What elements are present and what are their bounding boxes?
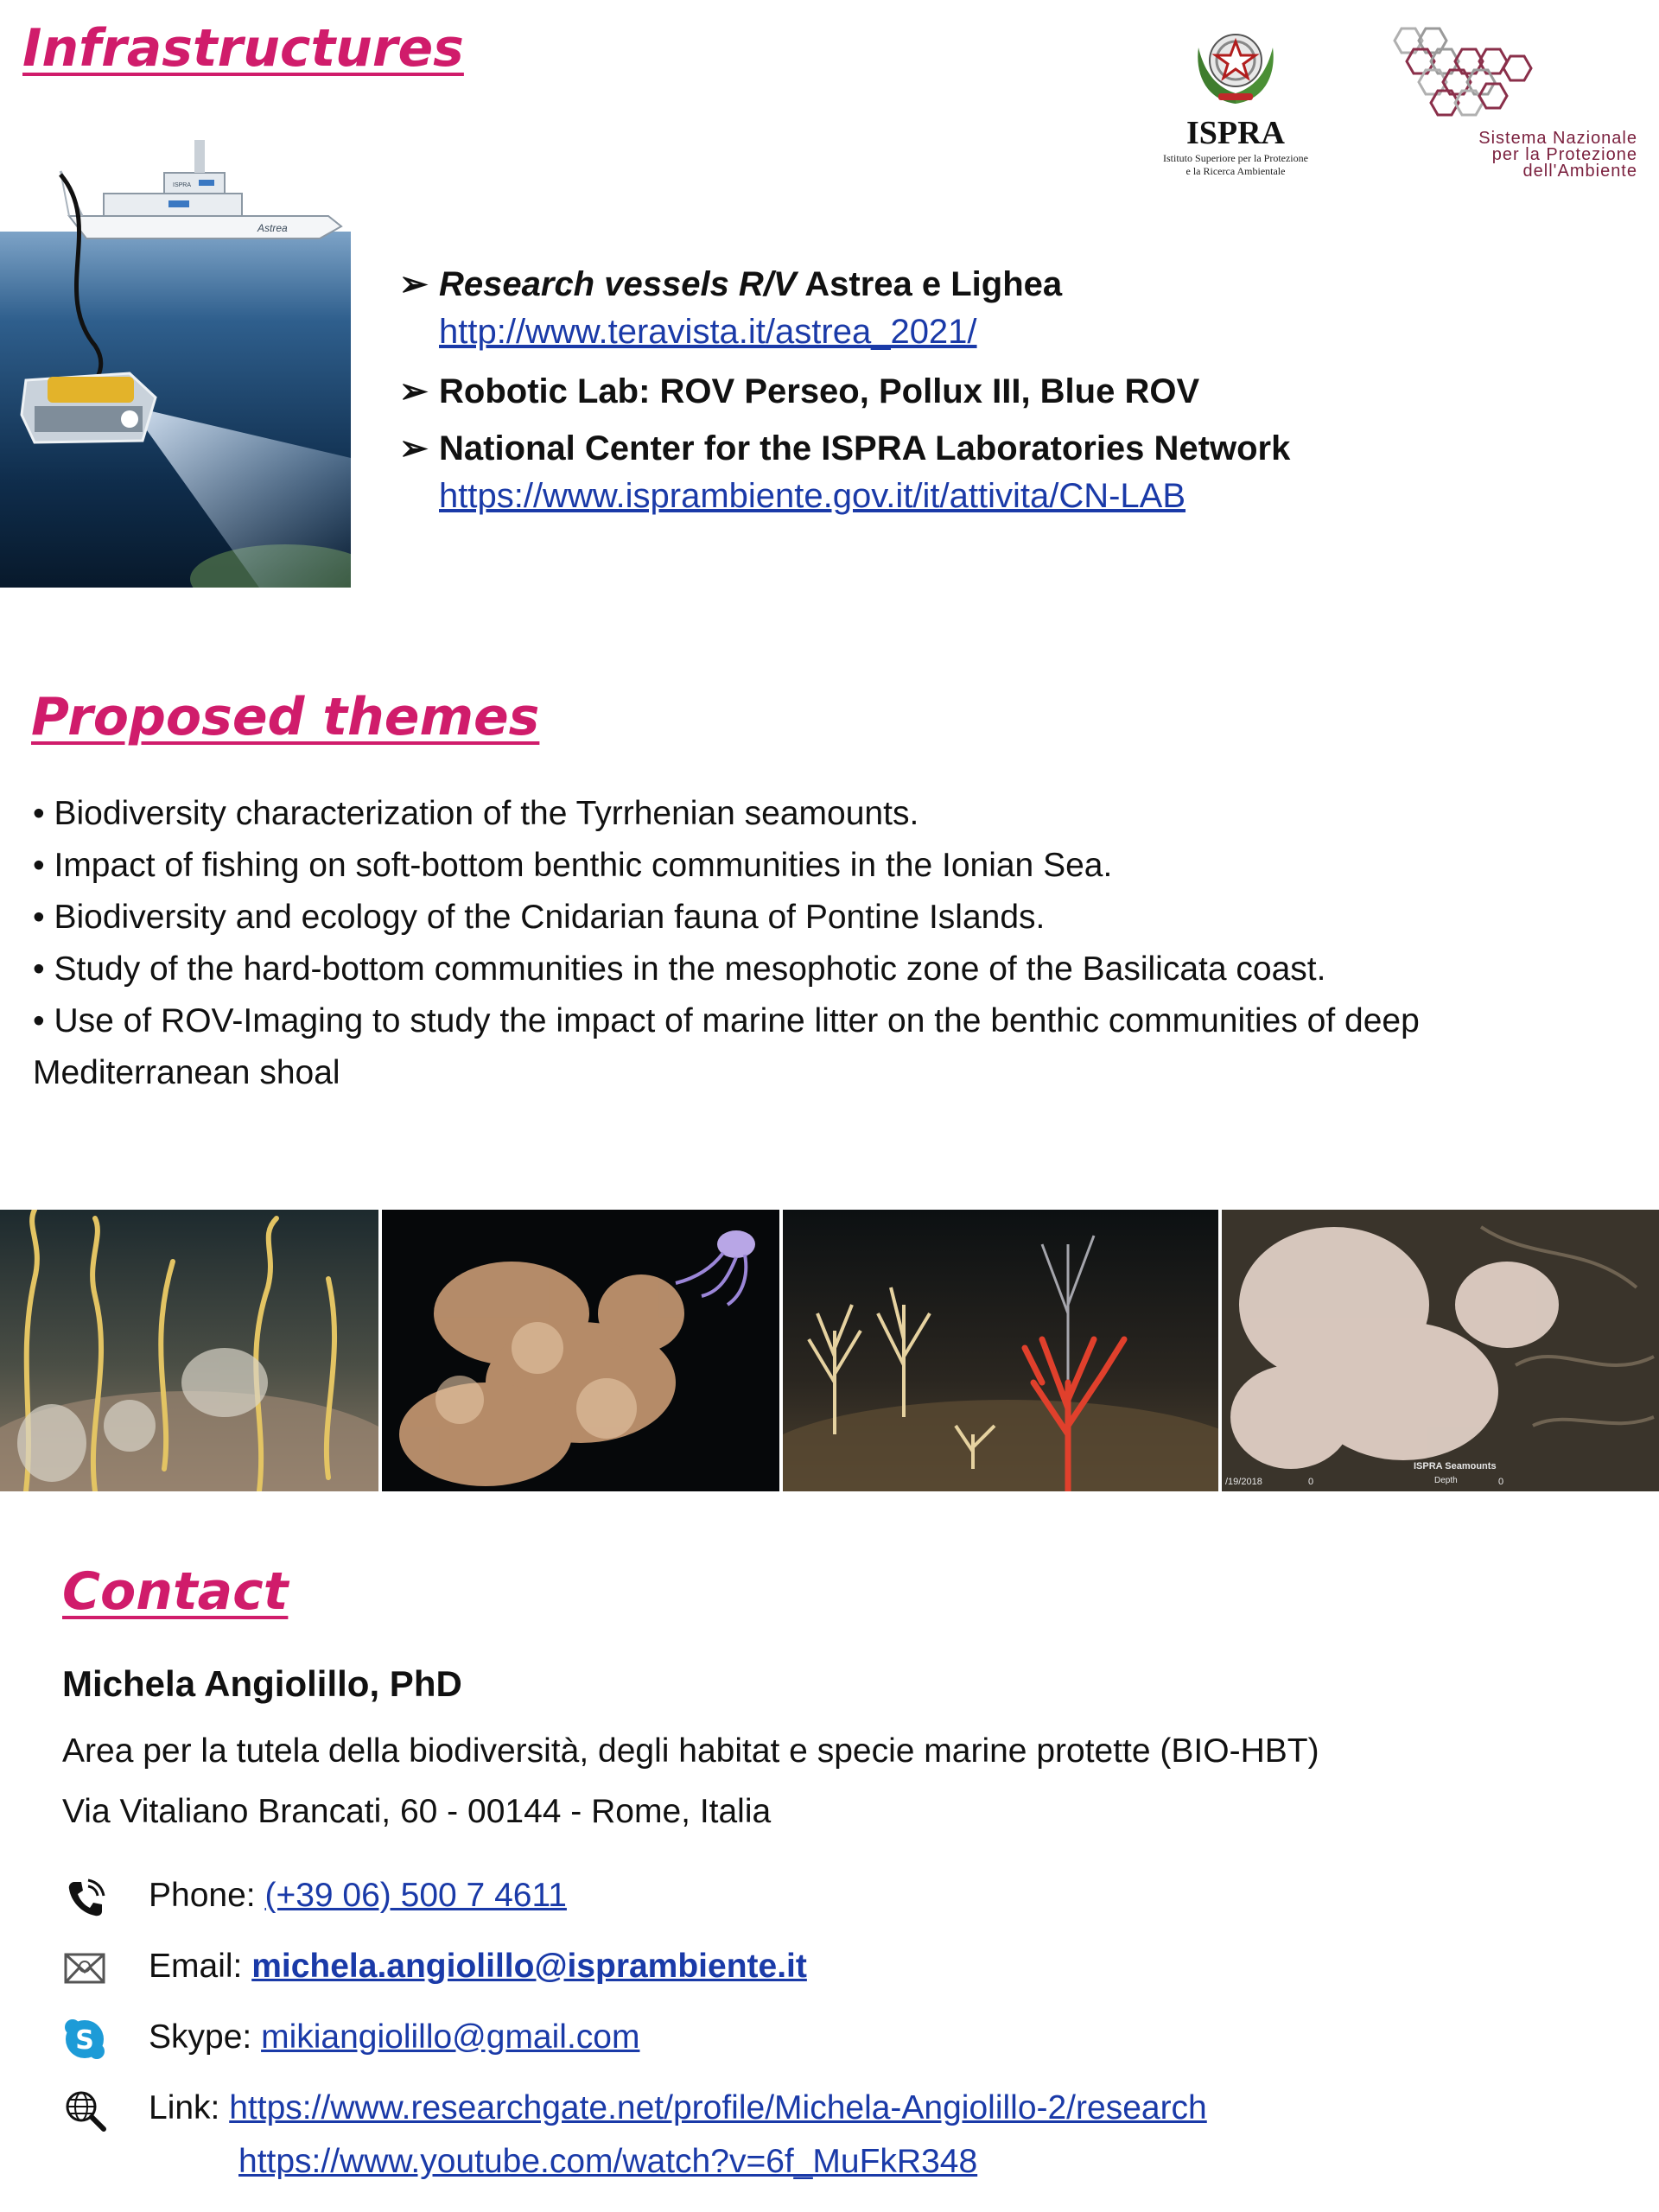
link-label: Link: bbox=[149, 2089, 230, 2126]
phone-link[interactable]: (+39 06) 500 7 4611 bbox=[264, 1877, 567, 1914]
skype-label: Skype: bbox=[149, 2018, 262, 2056]
photo-overlay-depth: Depth bbox=[1434, 1476, 1458, 1485]
researchgate-link[interactable]: https://www.researchgate.net/profile/Michela-Angiolillo-2/research bbox=[229, 2089, 1207, 2126]
ispra-subtitle-line1: Istituto Superiore per la Protezione bbox=[1163, 152, 1308, 164]
arrow-bullet-icon: ➢ bbox=[399, 429, 429, 467]
photo-gorgonians bbox=[783, 1210, 1218, 1491]
snpa-text-line2: per la Protezione bbox=[1491, 145, 1637, 164]
phone-label: Phone: bbox=[149, 1877, 265, 1914]
ship-name: Astrea bbox=[257, 222, 288, 234]
snpa-text-line3: dell'Ambiente bbox=[1522, 162, 1637, 181]
photo-strip bbox=[0, 1210, 1659, 1491]
email-envelope-icon bbox=[62, 1946, 107, 1991]
photo-overlay-zero: 0 bbox=[1308, 1477, 1314, 1487]
snpa-hexagon-icon bbox=[1382, 22, 1555, 130]
infrastructure-list bbox=[399, 256, 1626, 527]
infra-item-robotic-lab bbox=[399, 363, 1626, 420]
ispra-logo bbox=[1141, 17, 1331, 190]
skype-link[interactable]: mikiangiolillo@gmail.com bbox=[261, 2018, 640, 2056]
globe-search-icon bbox=[62, 2088, 107, 2133]
ispra-emblem-icon bbox=[1188, 17, 1283, 112]
youtube-link[interactable]: https://www.youtube.com/watch?v=6f_MuFkR348 bbox=[238, 2143, 978, 2180]
national-center-link[interactable]: https://www.isprambiente.gov.it/it/attivita/CN-LAB bbox=[439, 477, 1186, 515]
arrow-bullet-icon: ➢ bbox=[399, 265, 429, 303]
arrow-bullet-icon: ➢ bbox=[399, 372, 429, 410]
snpa-text-line1: Sistema Nazionale bbox=[1478, 129, 1637, 148]
phone-icon bbox=[62, 1875, 107, 1920]
ship-hull-label: ISPRA bbox=[173, 182, 192, 188]
photo-overlay-label: ISPRA Seamounts bbox=[1414, 1461, 1497, 1471]
contact-address: Via Vitaliano Brancati, 60 - 00144 - Rome, Italia bbox=[62, 1793, 772, 1830]
infra-item-national-center bbox=[399, 420, 1626, 477]
infra-item-national-center-label: National Center for the ISPRA Laboratories Network bbox=[439, 429, 1291, 467]
contact-area: Area per la tutela della biodiversità, degli habitat e specie marine protette (BIO-HBT) bbox=[62, 1732, 1319, 1770]
photo-black-coral bbox=[382, 1210, 779, 1491]
ispra-name: ISPRA bbox=[1185, 115, 1286, 151]
theme-item: • Biodiversity characterization of the Tyrrhenian seamounts. bbox=[33, 795, 919, 832]
theme-item: • Study of the hard-bottom communities in the mesophotic zone of the Basilicata coast. bbox=[33, 950, 1326, 988]
rov-ship-illustration bbox=[0, 121, 351, 588]
contact-name: Michela Angiolillo, PhD bbox=[62, 1663, 462, 1704]
email-label: Email: bbox=[149, 1948, 252, 1985]
infra-item-vessels bbox=[399, 256, 1626, 313]
vessels-link[interactable]: http://www.teravista.it/astrea_2021/ bbox=[439, 313, 977, 351]
snpa-logo bbox=[1374, 22, 1642, 190]
theme-item: • Biodiversity and ecology of the Cnidarian fauna of Pontine Islands. bbox=[33, 899, 1046, 936]
infra-item-vessels-rest: Astrea e Lighea bbox=[796, 265, 1063, 303]
ispra-subtitle-line2: e la Ricerca Ambientale bbox=[1185, 165, 1286, 177]
skype-icon bbox=[62, 2017, 107, 2062]
infra-item-robotic-lab-label: Robotic Lab: ROV Perseo, Pollux III, Blue ROV bbox=[439, 372, 1200, 410]
infra-item-vessels-italic: Research vessels R/V bbox=[439, 265, 797, 303]
photo-sea-whips bbox=[0, 1210, 378, 1491]
photo-overlay-date: /19/2018 bbox=[1225, 1477, 1262, 1487]
email-link[interactable]: michela.angiolillo@isprambiente.it bbox=[251, 1948, 807, 1985]
theme-item: • Use of ROV-Imaging to study the impact of marine litter on the benthic communities of deep Mediterranean shoal bbox=[33, 1002, 1420, 1091]
themes-list bbox=[33, 788, 1640, 1099]
svg-text:S: S bbox=[75, 2025, 94, 2056]
photo-overlay-zero: 0 bbox=[1498, 1477, 1504, 1487]
theme-item: • Impact of fishing on soft-bottom benthic communities in the Ionian Sea. bbox=[33, 847, 1113, 884]
photo-white-coral bbox=[1222, 1210, 1659, 1491]
contact-heading: Contact bbox=[62, 1561, 289, 1622]
proposed-themes-heading: Proposed themes bbox=[31, 687, 540, 747]
infrastructures-heading: Infrastructures bbox=[22, 18, 464, 79]
